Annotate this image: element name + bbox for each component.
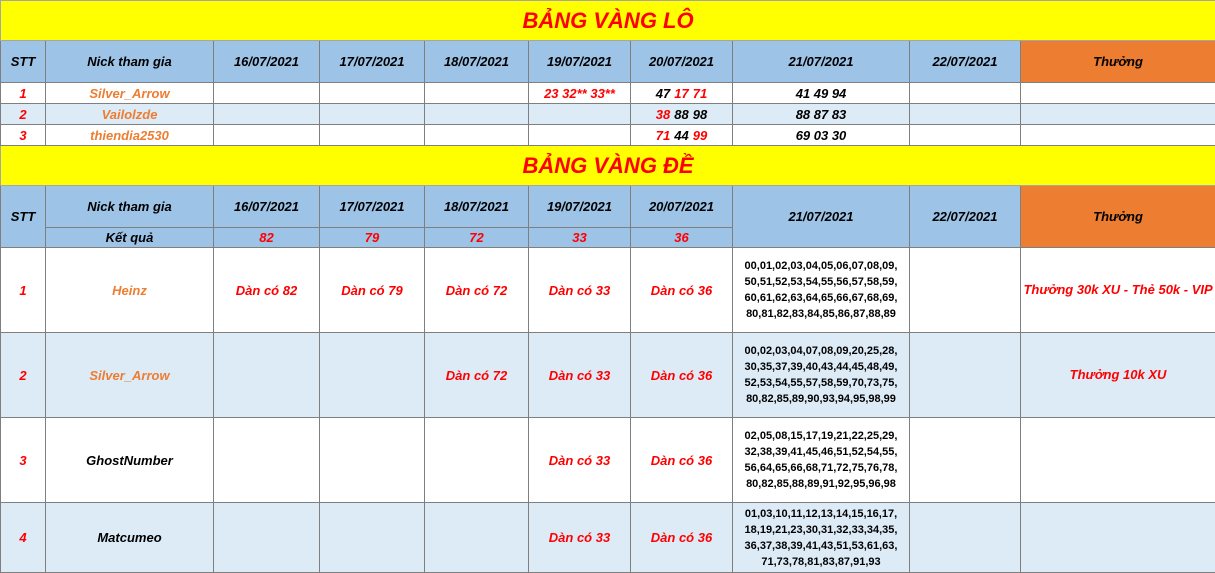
de-cell xyxy=(910,503,1021,573)
lo-number: 44 xyxy=(674,128,688,143)
de-table-row xyxy=(1,503,1215,573)
lo-cell xyxy=(320,104,425,125)
lo-table-row xyxy=(1,83,1215,104)
lo-stt: 2 xyxy=(1,104,46,125)
de-nick: GhostNumber xyxy=(46,418,214,503)
lo-number: 71 xyxy=(693,86,707,101)
de-cell xyxy=(910,248,1021,333)
de-thuong xyxy=(1021,418,1215,503)
ket-qua-value: 33 xyxy=(529,228,631,248)
de-cell xyxy=(214,333,320,418)
lo-title: BẢNG VÀNG LÔ xyxy=(1,1,1215,41)
lo-thuong xyxy=(1021,104,1215,125)
de-header-date: 19/07/2021 xyxy=(529,186,631,228)
lo-header-nick: Nick tham gia xyxy=(46,41,214,83)
de-table-row xyxy=(1,418,1215,503)
de-header-date: 22/07/2021 xyxy=(910,186,1021,248)
de-cell: Dàn có 33 xyxy=(529,418,631,503)
lo-cell-21: 41 49 94 xyxy=(733,83,910,104)
lo-nick: Silver_Arrow xyxy=(46,83,214,104)
lo-number: 88 xyxy=(674,107,688,122)
de-numbers: 01,03,10,11,12,13,14,15,16,17, 18,19,21,23,30,31,32,33,34,35, 36,37,38,39,41,43,51,53,61,63, 71,73,78,81,83,87,91,93 xyxy=(733,503,910,573)
ket-qua-value: 36 xyxy=(631,228,733,248)
de-stt: 4 xyxy=(1,503,46,573)
de-cell xyxy=(425,418,529,503)
de-numbers: 02,05,08,15,17,19,21,22,25,29, 32,38,39,41,45,46,51,52,54,55, 56,64,65,66,68,71,72,75,76,78, 80,82,85,88,89,91,92,95,96,98 xyxy=(733,418,910,503)
lo-cell xyxy=(910,104,1021,125)
de-cell: Dàn có 33 xyxy=(529,248,631,333)
lo-cell xyxy=(214,104,320,125)
de-header-date: 20/07/2021 xyxy=(631,186,733,228)
lo-cell xyxy=(910,125,1021,146)
lo-cell-20 xyxy=(631,104,733,125)
de-cell xyxy=(320,418,425,503)
de-header-date: 21/07/2021 xyxy=(733,186,910,248)
lo-cell-19: 23 32** 33** xyxy=(529,83,631,104)
de-cell: Dàn có 79 xyxy=(320,248,425,333)
lo-number: 99 xyxy=(693,128,707,143)
de-nick: Matcumeo xyxy=(46,503,214,573)
lo-cell xyxy=(214,125,320,146)
de-cell xyxy=(214,418,320,503)
lo-cell xyxy=(320,83,425,104)
lo-nick: thiendia2530 xyxy=(46,125,214,146)
de-header-nick: Nick tham gia xyxy=(46,186,214,228)
de-cell: Dàn có 36 xyxy=(631,248,733,333)
de-cell: Dàn có 33 xyxy=(529,333,631,418)
de-nick: Silver_Arrow xyxy=(46,333,214,418)
de-cell: Dàn có 36 xyxy=(631,418,733,503)
lo-header-date: 17/07/2021 xyxy=(320,41,425,83)
lo-header-date: 16/07/2021 xyxy=(214,41,320,83)
de-stt: 2 xyxy=(1,333,46,418)
de-header-date: 17/07/2021 xyxy=(320,186,425,228)
de-numbers: 00,02,03,04,07,08,09,20,25,28, 30,35,37,39,40,43,44,45,48,49, 52,53,54,55,57,58,59,70,73,75, 80,82,85,89,90,93,94,95,98,99 xyxy=(733,333,910,418)
lo-cell xyxy=(214,83,320,104)
de-cell xyxy=(214,503,320,573)
lo-cell-21: 88 87 83 xyxy=(733,104,910,125)
lo-header-thuong: Thưởng xyxy=(1021,41,1215,83)
lo-number: 47 xyxy=(656,86,670,101)
de-header-date: 18/07/2021 xyxy=(425,186,529,228)
de-cell: Dàn có 72 xyxy=(425,248,529,333)
ket-qua-value: 79 xyxy=(320,228,425,248)
de-cell xyxy=(320,503,425,573)
lo-number: 17 xyxy=(674,86,688,101)
de-header-thuong: Thưởng xyxy=(1021,186,1215,248)
de-stt: 3 xyxy=(1,418,46,503)
lo-cell xyxy=(425,125,529,146)
de-nick: Heinz xyxy=(46,248,214,333)
lo-header-date: 19/07/2021 xyxy=(529,41,631,83)
lo-table-row xyxy=(1,125,1215,146)
lo-nick: Vailolzde xyxy=(46,104,214,125)
lo-number: 38 xyxy=(656,107,670,122)
de-cell: Dàn có 36 xyxy=(631,503,733,573)
lo-cell xyxy=(425,104,529,125)
lo-cell-20 xyxy=(631,83,733,104)
de-title: BẢNG VÀNG ĐỀ xyxy=(1,146,1215,186)
lo-cell xyxy=(425,83,529,104)
de-cell: Dàn có 82 xyxy=(214,248,320,333)
lo-header-date: 22/07/2021 xyxy=(910,41,1021,83)
de-thuong: Thưởng 30k XU - Thẻ 50k - VIP xyxy=(1021,248,1215,333)
de-cell xyxy=(320,333,425,418)
lo-table-row xyxy=(1,104,1215,125)
lo-number: 98 xyxy=(693,107,707,122)
lo-cell xyxy=(529,125,631,146)
de-header-date: 16/07/2021 xyxy=(214,186,320,228)
de-stt: 1 xyxy=(1,248,46,333)
de-table-row xyxy=(1,248,1215,333)
ket-qua-value: 72 xyxy=(425,228,529,248)
lo-thuong xyxy=(1021,83,1215,104)
de-numbers: 00,01,02,03,04,05,06,07,08,09, 50,51,52,53,54,55,56,57,58,59, 60,61,62,63,64,65,66,67,68,69, 80,81,82,83,84,85,86,87,88,89 xyxy=(733,248,910,333)
lo-header-date: 20/07/2021 xyxy=(631,41,733,83)
de-thuong xyxy=(1021,503,1215,573)
de-table-row xyxy=(1,333,1215,418)
de-cell xyxy=(910,418,1021,503)
lo-cell-20 xyxy=(631,125,733,146)
lo-stt: 1 xyxy=(1,83,46,104)
lo-header-date: 18/07/2021 xyxy=(425,41,529,83)
lo-cell xyxy=(320,125,425,146)
lo-stt: 3 xyxy=(1,125,46,146)
lo-header-stt: STT xyxy=(1,41,46,83)
lo-cell xyxy=(529,104,631,125)
de-cell: Dàn có 33 xyxy=(529,503,631,573)
de-cell xyxy=(910,333,1021,418)
de-cell: Dàn có 36 xyxy=(631,333,733,418)
de-header-stt: STT xyxy=(1,186,46,248)
lo-cell-21: 69 03 30 xyxy=(733,125,910,146)
lo-header-date: 21/07/2021 xyxy=(733,41,910,83)
ket-qua-label: Kết quả xyxy=(46,228,214,248)
de-cell xyxy=(425,503,529,573)
de-cell: Dàn có 72 xyxy=(425,333,529,418)
de-thuong: Thưởng 10k XU xyxy=(1021,333,1215,418)
lo-thuong xyxy=(1021,125,1215,146)
lo-cell xyxy=(910,83,1021,104)
lo-number: 71 xyxy=(656,128,670,143)
ket-qua-value: 82 xyxy=(214,228,320,248)
